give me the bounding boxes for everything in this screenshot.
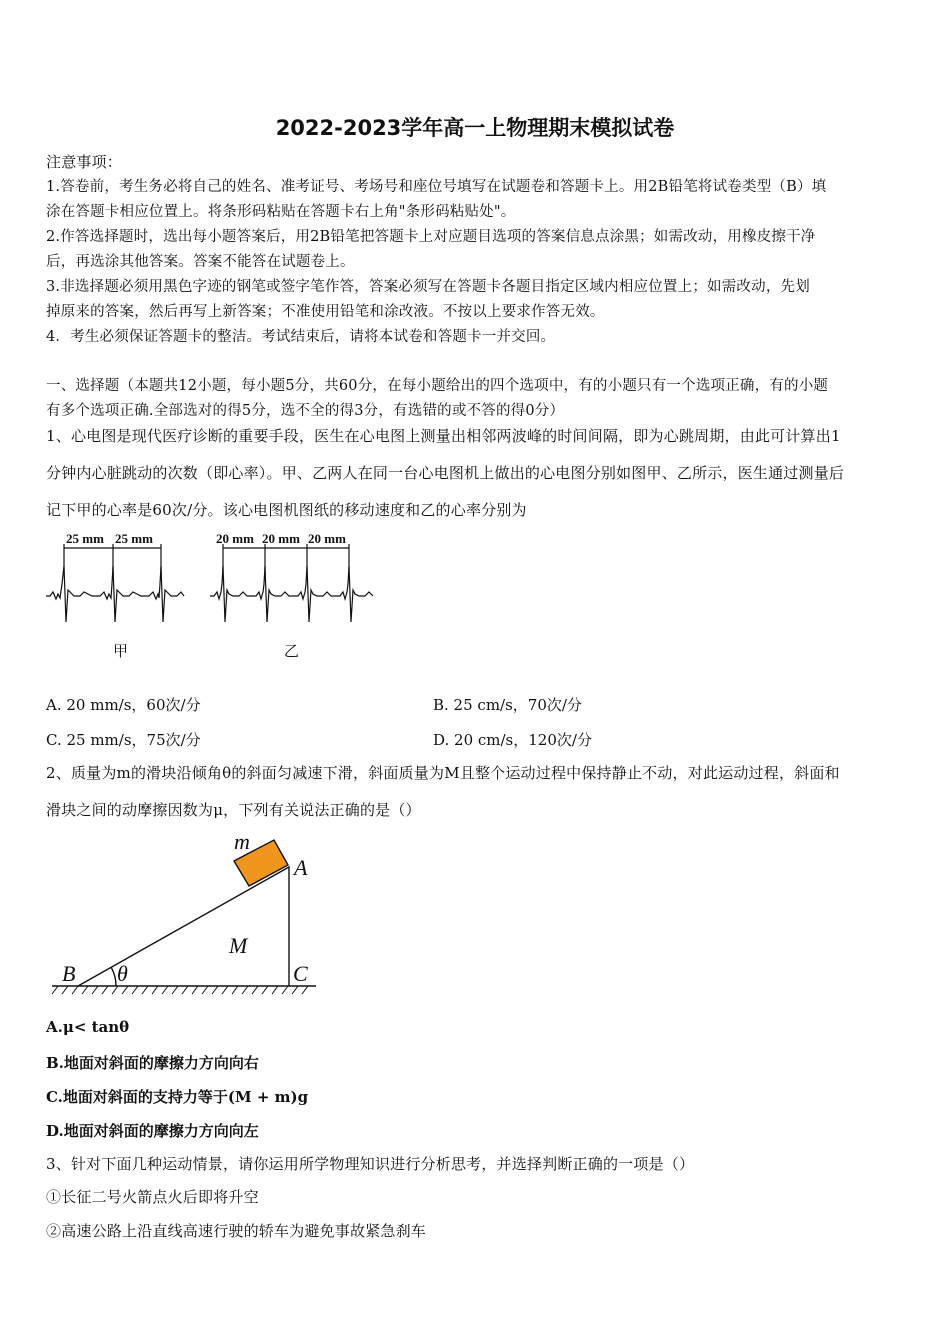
- notice-line: 涂在答题卡相应位置上。将条形码粘贴在答题卡右上角"条形码粘贴处"。: [46, 204, 516, 220]
- ecg-trace-yi: [210, 566, 373, 622]
- incline-figure: [46, 826, 326, 1002]
- jia-label: 甲: [113, 644, 129, 660]
- incline-triangle: [78, 867, 289, 986]
- q1-option-d: D. 20 cm/s，120次/分: [433, 731, 592, 749]
- jia-spacing-label: 25 mm: [66, 531, 104, 546]
- notice-line: 后，再选涂其他答案。答案不能答在试题卷上。: [46, 254, 355, 270]
- notice-line: 3.非选择题必须用黑色字迹的钢笔或签字笔作答，答案必须写在答题卡各题目指定区域内相应位置上；如需改动，先划: [46, 279, 810, 295]
- jia-spacing-label: 25 mm: [115, 531, 153, 546]
- q1-text: 1、心电图是现代医疗诊断的重要手段，医生在心电图上测量出相邻两波峰的时间间隔，即为心跳周期，由此可计算出1: [46, 427, 841, 445]
- ecg-figure: [40, 526, 390, 664]
- q1-option-c: C. 25 mm/s，75次/分: [46, 731, 201, 749]
- q2-text: 滑块之间的动摩擦因数为μ，下列有关说法正确的是（）: [46, 801, 421, 819]
- q2-option-d: D.地面对斜面的摩擦力方向向左: [46, 1122, 259, 1140]
- yi-label: 乙: [284, 644, 300, 660]
- q1-text: 分钟内心脏跳动的次数（即心率）。甲、乙两人在同一台心电图机上做出的心电图分别如图甲、乙所示，医生通过测量后: [46, 464, 845, 482]
- label-big-m: M: [229, 933, 248, 958]
- label-a: A: [294, 855, 308, 880]
- label-b: B: [62, 961, 76, 986]
- q3-text: 3、针对下面几种运动情景，请你运用所学物理知识进行分析思考，并选择判断正确的一项是（）: [46, 1155, 695, 1173]
- section-heading: 一、选择题（本题共12小题，每小题5分，共60分，在每小题给出的四个选项中，有的小题只有一个选项正确，有的小题: [46, 378, 829, 394]
- q3-item: ①长征二号火箭点火后即将升空: [46, 1188, 259, 1206]
- q2-option-c: C.地面对斜面的支持力等于(M + m)g: [46, 1088, 309, 1106]
- notice-heading: 注意事项：: [46, 153, 123, 171]
- notice-line: 2.作答选择题时，选出每小题答案后，用2B铅笔把答题卡上对应题目选项的答案信息点涂黑；如需改动，用橡皮擦干净: [46, 229, 816, 245]
- label-theta: θ: [117, 961, 128, 986]
- page-title: 2022-2023学年高一上物理期末模拟试卷: [275, 116, 675, 140]
- section-heading: 有多个选项正确.全部选对的得5分，选不全的得3分，有选错的或不答的得0分）: [46, 403, 565, 419]
- notice-line: 4．考生必须保证答题卡的整洁。考试结束后，请将本试卷和答题卡一并交回。: [46, 329, 556, 345]
- ecg-trace-jia: [46, 566, 184, 622]
- yi-spacing-label: 20 mm: [262, 531, 300, 546]
- q1-option-a: A. 20 mm/s，60次/分: [46, 696, 201, 714]
- angle-arc: [111, 967, 116, 986]
- q2-text: 2、质量为m的滑块沿倾角θ的斜面匀减速下滑，斜面质量为M且整个运动过程中保持静止不动，对此运动过程，斜面和: [46, 764, 840, 782]
- q2-option-a: A.μ< tanθ: [46, 1018, 130, 1036]
- q1-option-b: B. 25 cm/s，70次/分: [433, 696, 582, 714]
- q1-text: 记下甲的心率是60次/分。该心电图机图纸的移动速度和乙的心率分别为: [46, 501, 527, 519]
- notice-line: 掉原来的答案，然后再写上新答案；不准使用铅笔和涂改液。不按以上要求作答无效。: [46, 304, 605, 320]
- notice-line: 1.答卷前，考生务必将自己的姓名、准考证号、考场号和座位号填写在试题卷和答题卡上。用2B铅笔将试卷类型（B）填: [46, 179, 827, 195]
- label-c: C: [293, 961, 308, 986]
- label-m: m: [234, 829, 250, 854]
- yi-spacing-label: 20 mm: [308, 531, 346, 546]
- q2-option-b: B.地面对斜面的摩擦力方向向右: [46, 1054, 259, 1072]
- q3-item: ②高速公路上沿直线高速行驶的轿车为避免事故紧急刹车: [46, 1222, 427, 1240]
- yi-spacing-label: 20 mm: [216, 531, 254, 546]
